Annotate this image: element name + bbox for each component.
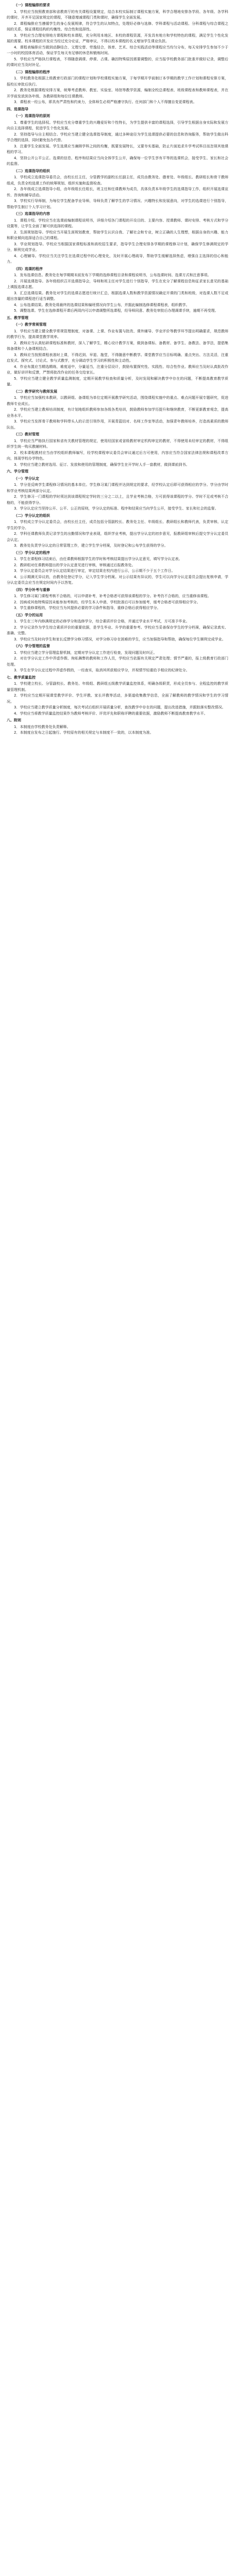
paragraph: 5．调整选课。学生在选修课程开课后两周内可以申请调整所选课程，经导师同意、教务处审批后办理调课手续，逾期不再受理。 bbox=[14, 309, 219, 313]
subsection-heading: （三）教材管理 bbox=[14, 432, 39, 436]
paragraph: 4．公示期满无异议的，由教务处登记学分，记入学生学分档案。对公示结果有异议的，学生可以向学分认定委员会提出复核申请，学分认定委员会应当在规定时间内予以答复。 bbox=[7, 574, 228, 585]
document-body bbox=[7, 0, 228, 736]
paragraph: 3．注重学生全面发展。学生选课应当兼顾学科之间的均衡，既要发展特长，又要夯实基础，防止片面追求升学考试科目而忽视其他课程的学习。 bbox=[7, 144, 228, 154]
section-heading: 四、选课指导 bbox=[7, 107, 28, 111]
section-heading: 五、教学管理 bbox=[7, 315, 28, 320]
subsection-heading: （五）学分的运用 bbox=[14, 613, 43, 617]
paragraph: 1．学校应当严格执行国家和省有关教材管理的规定，使用经国家或省级教材审定机构审定的教材，不得使用未经审定的教材，不得组织学生统一购买教辅材料。 bbox=[7, 438, 228, 449]
paragraph: 1．学校应当建立健全教学常规管理制度，对备课、上课、作业布置与批改、课外辅导、学业评价等教学环节提出明确要求，规范教师的教学行为，提高课堂教学效率。 bbox=[7, 329, 228, 339]
paragraph: 1．学校应当按照教育部和省教育厅的有关课程设置规定，结合本校实际制订课程实施方案，科学合理地安排各学段、各年级、各学科的课时，开齐开足国家规定的课程，不随意增减课程门类和课时，确保学生全面发展。 bbox=[7, 9, 228, 20]
paragraph: 2．课程编排应当遵循学生的身心发展规律，符合学生的认知特点，处理好必修与选修、学科课程与活动课程、分科课程与综合课程之间的关系，保证课程结构的均衡性、综合性和选择性。 bbox=[7, 21, 228, 31]
paragraph: 1．本制度由学校教务处负责解释。 bbox=[14, 724, 71, 729]
paragraph: 1．学分是反映学生课程修习情况的基本单位。学生修习某门课程并达到规定的要求，经学校认定后即可获得相应的学分。学分由学时和学业考核结果两部分认定。 bbox=[7, 483, 228, 493]
paragraph: 2．学校应当建立教师培训制度，有计划地组织教师参加各级各类培训，鼓励教师参加学历提升和继续教育，不断更新教育观念，提高业务水平。 bbox=[7, 408, 228, 418]
paragraph: 3．学校应当建立教材选用、征订、发放和使用的管理制度，确保学生在开学时人手一套教材，做到课前到书。 bbox=[14, 462, 190, 467]
paragraph: 2．教师应当认真钻研课程标准和教材，深入了解学生，精心设计教学方案，做到备课标、备教材、备学生、备教法、备学法，提倡集体备课和个人备课相结合。 bbox=[7, 341, 228, 351]
paragraph: 1．学生在三年内修满规定的必修学分和选修学分，综合素质评价合格，并通过学业水平考试，方可准予毕业。 bbox=[14, 619, 190, 623]
paragraph: 1．尊重学生的选择权。学校应当充分尊重学生的兴趣爱好和个性特长，为学生提供丰富的课程选择，引导学生根据自身实际和发展方向自主选择课程，促进学生个性化发展。 bbox=[7, 120, 228, 130]
subsection-heading: （一）教学常规管理 bbox=[14, 323, 46, 327]
paragraph: 1．学校应当加强校本教研，以教研组、备课组为单位定期开展教学研究活动，围绕课程实施中的重点、难点问题开展专题研究，促进教师专业成长。 bbox=[7, 396, 228, 406]
paragraph: 1．学校成立学分认定委员会，由校长任主任，成员包括分管副校长、教务处主任、年级组长、教研组长和教师代表，负责审核、认定学生的学分。 bbox=[7, 520, 228, 530]
paragraph: 3．教师应当按照课程表准时上课，不得迟到、早退、拖堂，不得随意中断教学。课堂教学应当目标明确、重点突出、方法灵活，注重启发式、探究式、讨论式、参与式教学，充分调动学生学习的积极性和主动性。 bbox=[7, 352, 228, 363]
paragraph: 2．学分记录作为学生综合素质评价的重要依据，是学生毕业、升学的重要参考。学校应当妥善保存学生的学分档案，确保记录真实、准确、完整。 bbox=[7, 625, 228, 635]
paragraph: 1．学校成立选课指导委员会，由校长任主任，分管教学的副校长任副主任，成员由教务处、德育处、年级组长、教研组长和骨干教师组成，负责全校选课工作的统筹规划、组织实施和监督检查。 bbox=[7, 175, 228, 185]
paragraph: 2．教研组对任课教师提出的学分认定意见进行审核，审核通过后报教务处。 bbox=[14, 563, 136, 567]
paragraph: 3．学生在学分认定过程中弄虚作假的，一经查实，取消其所获相应学分，并视情节轻重给予相应的纪律处分。 bbox=[14, 668, 190, 672]
subsection-heading: （一）学分认定 bbox=[14, 476, 39, 481]
paragraph: 1．学校应当建立学分管理监督机制，定期对学分认定工作进行检查，发现问题及时纠正。 bbox=[14, 650, 157, 655]
paragraph: 3．学分认定委员会对学分认定结果进行审定，审定结果在校内进行公示，公示期不少于五个工作日。 bbox=[14, 569, 175, 573]
paragraph: 3．学业规划指导。学校应当根据国家课程标准和高校招生要求，指导学生合理安排各学期的课程修习计划，确保学生修满规定的学分，顺利完成学业。 bbox=[7, 242, 228, 252]
paragraph: 5．学校应当建立健全教学质量监测制度，定期开展教学检查和质量分析，及时发现和解决教学中存在的问题，不断提高教育教学质量。 bbox=[7, 376, 228, 386]
paragraph: 3．学校实行导师制，为每位学生配备学业导师，导师负责了解学生的学习情况、兴趣特长和发展意向，对学生的选课进行个别指导，帮助学生制订个人学习计划。 bbox=[7, 199, 228, 209]
subsection-heading: （三）选课指导的内容 bbox=[14, 212, 50, 216]
paragraph: 4．坚持公开公平公正。选课的信息、程序和结果应当向全体学生公开，确保每一位学生享有平等的选课机会，接受学生、家长和社会的监督。 bbox=[7, 156, 228, 166]
paragraph: 4．学校应当将教学质量监控结果作为教师考核评价、评优评先和职称评聘的重要依据，激励教师不断提高教育教学水平。 bbox=[14, 711, 208, 716]
paragraph: 1．学生修习某门课程考核不合格的，可以申请补考，补考合格者可获得该课程的学分。补考仍不合格的，应当重修该课程。 bbox=[14, 594, 211, 598]
paragraph: 3．学生重修课程的，学校应当为其提供必要的学习条件和指导，重修合格后获得相应学分。 bbox=[14, 606, 161, 610]
paragraph: 3．汇总选课结果。教务处对学生的选课志愿进行统计汇总，根据选课人数和教学资源情况确定开课的门类和班级，对选课人数不足或超出容量的课程进行适当调整。 bbox=[7, 291, 228, 301]
paragraph: 4．心理辅导。学校应当关注学生在选课过程中的心理变化，及时开展心理疏导，帮助学生缓解选择焦虑，增强自主选择的信心和能力。 bbox=[7, 253, 228, 264]
paragraph: 3．学校应当建立教学质量分析制度，每次考试后组织开展质量分析，查找教学中存在的问题，提出改进措施，并跟踪落实整改情况。 bbox=[14, 705, 226, 709]
paragraph: 2．坚持指导与自主相结合。学校应当建立健全选课指导制度，通过多种途径为学生选课提供必要的信息和咨询服务，帮助学生做出科学合理的选择，同时避免包办代替。 bbox=[7, 132, 228, 142]
subsection-heading: （一）选课指导的原则 bbox=[14, 114, 50, 118]
subsection-heading: （二）选课指导的组织 bbox=[14, 168, 50, 173]
paragraph: 1．课程介绍。学校应当在选课前编制课程说明书，详细介绍各门课程的开设目的、主要内容、授课教师、课时安排、考核方式和学分设置等，让学生全面了解可供选择的课程。 bbox=[7, 218, 228, 228]
paragraph: 4．作业布置应当精选精练，难度适中，分量适当，注重分层设计，鼓励布置探究性、实践性、综合性作业。教师应当及时认真批改作业，做好讲评和反馈，严禁将批改作业的任务交给家长。 bbox=[7, 364, 228, 375]
paragraph: 4．课程表编排应当做到动静结合、文理交替、劳逸结合，体育、艺术、综合实践活动等课程应当均匀分布，每天安排学生参加不少于一小时的校园体育活动，保证学生每天有足够的休息和锻炼时间。 bbox=[7, 45, 228, 55]
subsection-heading: （二）学分认定的组织 bbox=[14, 513, 50, 518]
subsection-heading: （四）选课的程序 bbox=[14, 266, 43, 271]
paragraph: 4．公布选课结果。教务处将最终的选课结果和编班情况向学生公布，并据此编制选修课程课程表，组织教学。 bbox=[14, 302, 190, 307]
paragraph: 2．生涯规划指导。学校应当开展生涯规划教育，帮助学生认识自我、了解社会和专业，树立正确的人生理想，根据自身的兴趣、能力和职业倾向选择适合自己的课程。 bbox=[7, 230, 228, 240]
paragraph: 3．学校应当合理安排地方课程和校本课程，充分利用本地区、本校的课程资源，开发具有地方和学校特色的课程，满足学生个性化发展的需要。校本课程的开发应当经过充分论证，严格审议，不得以校本课程的名义增加学生课业负担。 bbox=[7, 33, 228, 43]
paragraph: 2．学校应当定期开展课堂教学评价、学生评教、家长评教等活动，多渠道收集教学信息，全面了解教师的教学情况和学生的学习情况。 bbox=[7, 693, 228, 704]
paragraph: 3．课程表一经公布，即具有严肃性和约束力，全体师生必须严格遵守执行。任何部门和个人不得擅自变更课程表。 bbox=[14, 100, 197, 104]
paragraph: 2．对在学分认定工作中弄虚作假、徇私舞弊的教师和工作人员，学校应当依据有关规定严肃处理；情节严重的，报上级教育行政部门处理。 bbox=[7, 656, 228, 667]
paragraph: 5．学校应当严格执行课程表，不得随意调课、停课、占课。确因特殊原因需要调整的，应当报学校教务部门批准并做好记录，调整后的课时应当及时补足。 bbox=[7, 57, 228, 67]
subsection-heading: （四）学分补考与重修 bbox=[14, 587, 50, 592]
paragraph: 1．学生在课程修习结束后，由任课教师根据学生的学时和考核结果提出学分认定意见，填写学分认定表。 bbox=[14, 557, 182, 561]
paragraph: 2．因病或其他特殊原因未能参加考核的，经学生本人申请、学校批准后可以参加缓考，缓考合格者可获得相应学分。 bbox=[14, 600, 200, 604]
paragraph: 2．学生修习一门课程的学时须达到该课程规定学时的三分之二以上，且学业考核合格，方可获得该课程的学分。学时不足或考核不合格的，不能获得学分。 bbox=[7, 495, 228, 505]
paragraph: 2．学科任课教师负责记录学生的出勤情况和学业表现，组织学业考核，提出学分认定的初步意见，报教研组审核后提交学分认定委员会认定。 bbox=[7, 532, 228, 542]
paragraph: 2．本制度自发布之日起施行。学校原有的相关规定与本制度不一致的，以本制度为准。 bbox=[14, 731, 154, 735]
paragraph: 1．学校教务处根据上级教育行政部门的课程计划和学校课程实施方案，于每学期开学前制订本学期的教学工作计划和课程安排方案，报校长审批后执行。 bbox=[7, 76, 228, 87]
subsection-heading: （一）课程编排的要求 bbox=[14, 3, 50, 7]
paragraph: 1．学校建立校长、分管副校长、教务处、年级组、教研组五级教学质量监控体系，明确各级职责，形成全员参与、全程监控的教学质量管理机制。 bbox=[7, 682, 228, 692]
paragraph: 2．开展选课指导。各年级组织召开选课指导会，导师和班主任对学生进行个别指导，学生在充分了解课程信息和征求家长意见的基础上填报选课志愿。 bbox=[7, 279, 228, 289]
subsection-heading: （二）教学研究与教师发展 bbox=[14, 389, 57, 394]
subsection-heading: （六）学分管理的监督 bbox=[14, 644, 50, 648]
paragraph: 1．发布选课信息。教务处在每学期期末前发布下学期的选修课程目录和课程说明书，公布选课时间、选课方式和注意事项。 bbox=[14, 273, 211, 277]
section-heading: 七、教学质量监控 bbox=[7, 675, 36, 680]
paragraph: 3．教务处负责学分认定的日常管理工作，建立学生学分档案，及时登记和公布学生获得的学分。 bbox=[14, 544, 168, 548]
paragraph: 2．各年级成立选课指导小组，由年级组长任组长，班主任和任课教师为成员，具体负责本年级学生的选课指导工作，组织开展选课宣传、咨询和辅导活动。 bbox=[7, 187, 228, 197]
paragraph: 3．学分认定应当坚持公开、公平、公正的原则，学分认定的标准、程序和结果应当向学生公开，接受学生、家长和社会的监督。 bbox=[14, 506, 219, 511]
paragraph: 3．学校应当及时向学生和家长反馈学分修习情况，对学分修习存在困难的学生，应当加强指导和帮助，确保每位学生顺利完成学业。 bbox=[14, 637, 226, 641]
paragraph: 2．教务处根据课程安排方案，统筹考虑教师、教室、实验室、场馆等教学资源，编制全校总课程表、班级课程表和教师课程表，并在开学前发放到各年级、各教研组和每位任课教师。 bbox=[7, 88, 228, 98]
subsection-heading: （三）学分认定的程序 bbox=[14, 550, 50, 555]
section-heading: 六、学分管理 bbox=[7, 469, 28, 473]
paragraph: 3．学校应当发挥骨干教师和学科带头人的示范引领作用，开展青蓝结对、名师工作室等活动，加强青年教师培养，打造高素质的教师队伍。 bbox=[7, 419, 228, 430]
paragraph: 2．校本课程教材应当由学校组织教师编写，经学校课程审议委员会审议通过后方可使用，内容应当符合国家法律法规和课程改革方向，体现学校办学特色。 bbox=[7, 450, 228, 461]
subsection-heading: （二）课程编排的程序 bbox=[14, 70, 50, 74]
section-heading: 八、附则 bbox=[7, 718, 21, 722]
